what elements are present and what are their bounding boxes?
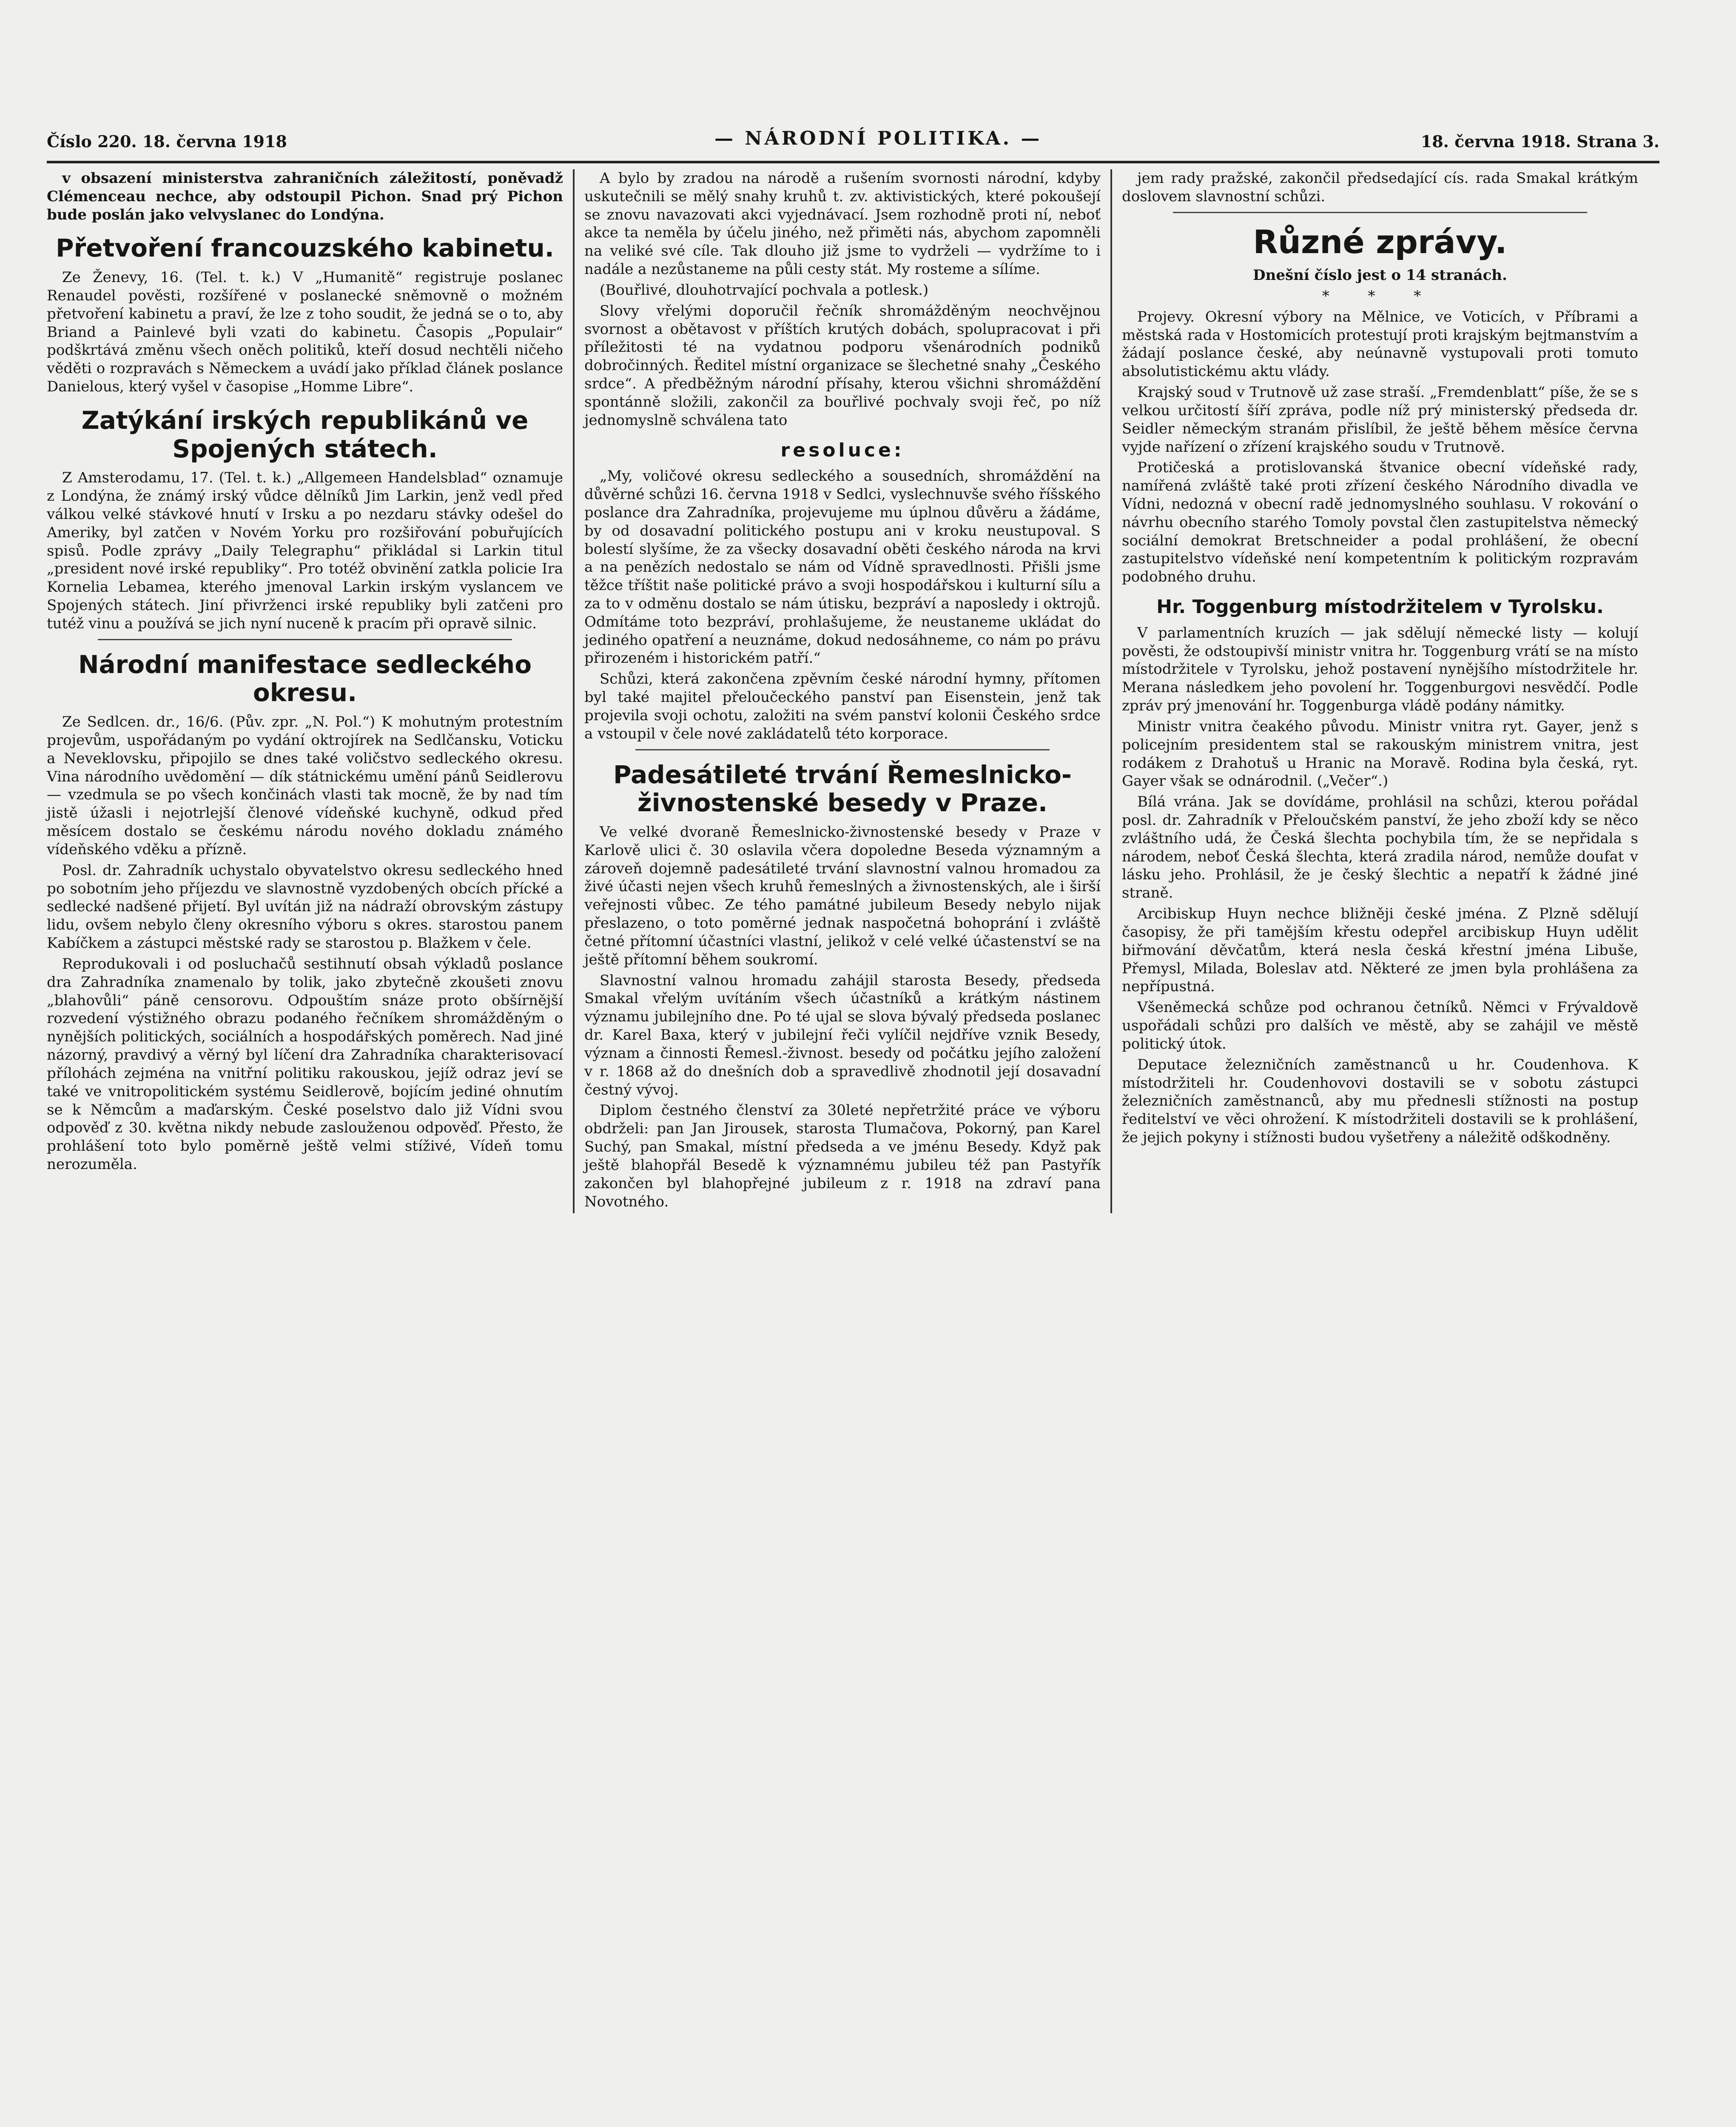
article-sedlec-p3: Reprodukovali i od posluchačů sestihnutí obsah výkladů poslance dra Zahradníka znamenalo by tolik, jako zbytečně zkoušeti znovu „blahovůli“ páně censorovu. Odpouštím snáze proto obšírnější rozvedení výstižného obrazu podaného řečníkem shromážděným o nynějších politických, sociálních a hospodářských poměrech. Nad jiné názorný, pravdivý a věrný byl líčení dra Zahradníka charakterisovací přílohách zejména na vnitřní politiku rakouskou, jejíž odraz jeví se také ve vnitropolitickém systému Seidlerově, bojícím jediné ohnutím se k Němcům a maďarským. České poselstvo dalo již Vídni svou odpověď z 30. května nikdy nebude zaslouženou odpověď. Přesto, že prohlášení toto bylo poměrně ještě velmi stíživé, Vídeň tomu nerozuměla. xyxy=(47,955,563,1173)
headline-various-news: Různé zprávy. xyxy=(1253,222,1507,261)
headline-irish-arrests: Zatýkání irských republikánů ve Spojených státech. xyxy=(81,405,529,463)
speech-closing: Slovy vřelými doporučil řečník shromážděným neochvějnou svornost a obětavost v příštích krutých dobách, spolupracovat i při příležitosti té na vydatnou podporu všenárodních podniků dobročinných. Ředitel místní organizace se šlechetné snahy „Českého srdce“. A předběžným národní přísahy, kterou všichni shromáždění spontánně složili, zakončil za bouřlivé pochvaly svoji řeč, po níž jednomyslně schválena tato xyxy=(584,302,1101,429)
column-1 xyxy=(47,169,563,1213)
article-continuation: v obsazení ministerstva zahraničních záležitostí, poněvadž Clémenceau nechce, aby odstoupil Pichon. Snad prý Pichon bude poslán jako velvyslanec do Londýna. xyxy=(47,170,563,223)
news-archbishop-huyn: Arcibiskup Huyn nechce bližněji české jména. Z Plzně sdělují časopisy, že při tamějším křestu odepřel arcibiskup Huyn udělit biřmování děvčatům, která nesla česká křestní jména Libuše, Přemysl, Milada, Boleslav atd. Některé ze jmen byla prohlášena za nepřípustná. xyxy=(1122,905,1638,995)
divider xyxy=(1173,212,1587,213)
columns xyxy=(47,169,1659,1213)
news-protests: Projevy. Okresní výbory na Mělnice, ve Voticích, v Příbrami a městská rada v Hostomicích protestují proti krajským bejtmanstvím a žádají poslance české, aby neúnavně vystupovali proti tomuto absolutistickému aktu vlády. xyxy=(1122,308,1638,380)
speech-continuation: A bylo by zradou na národě a rušením svornosti národní, kdyby uskutečnili se mělý snahy kruhů t. zv. aktivistických, které pokoušejí se znovu navazovati akci vyjednávací. Jsem rozhodně proti ní, neboť akce ta neměla by účelu jiného, než přiměti nás, abychom zapomněli na veliké své cíle. Tak dlouho již jsme to vydrželi — vydržíme to i nadále a nezůstaneme na půli cesty stát. My rosteme a sílíme. xyxy=(584,170,1101,278)
masthead: — NÁRODNÍ POLITIKA. — xyxy=(714,128,1042,149)
page-header xyxy=(47,128,1659,157)
meeting-closing: Schůzi, která zakončena zpěvním české národní hymny, přítomen byl také majitel přeloučeckého panství pan Eisenstein, jenž tak projevila svoji ochotu, založiti na svém panství kolonii Českého srdce a vstoupil v čele nové zakládatelů této korporace. xyxy=(584,670,1101,742)
news-minister-interior: Ministr vnitra čeakého původu. Ministr vnitra ryt. Gayer, jenž s policejním presidentem stal se rakouským ministrem vnitra, jest rodákem z Drahotuš u Hranic na Moravě. Rodina byla česká, ryt. Gayer však se odnárodnil. („Večer“.) xyxy=(1122,718,1638,790)
news-railway-deputation: Deputace železničních zaměstnanců u hr. Coudenhova. K místodržiteli hr. Coudenhovovi dostavili se v sobotu zástupci železničních zaměstnanců, aby mu přednesli stížnosti na postup ředitelství ve věci ohrožení. K místodržiteli dostavili se k prohlášení, že jejich pokyny i stížnosti budou vyšetřeny a náležitě odškodněny. xyxy=(1122,1056,1638,1146)
headline-sedlec-manifestation: Národní manifestace sedleckého okresu. xyxy=(78,650,532,707)
headline-french-cabinet: Přetvoření francouzského kabinetu. xyxy=(56,234,554,263)
column-separator xyxy=(573,169,575,1213)
resolution-title: resoluce: xyxy=(780,439,905,461)
news-toggenburg: V parlamentních kruzích — jak sdělují německé listy — kolují pověsti, že odstoupivší ministr vnitra hr. Toggenburg vrátí se na místo místodržitele v Tyrolsku, jehož postavení nynějšího místodržitele hr. Merana následkem jeho povolení hr. Toggenburgovi nesvědčí. Podle zpráv prý jmenování hr. Toggenburga vládě podány námitky. xyxy=(1122,624,1638,715)
article-french-cabinet: Ze Ženevy, 16. (Tel. t. k.) V „Humanitě“ registruje poslanec Renaudel pověsti, rozšířené v poslanecké sněmovně o možném přetvoření kabinetu a praví, že lze z toho soudit, že jedná se o to, aby Briand a Painlevé byli vzati do kabinetu. Časopis „Populair“ podškrtává změnu všech oněch politiků, kteří dosud nechtěli ničeho věděti o rozpravách s Německem a uvádí jako příklad článek poslance Danielous, který vyšel v časopise „Homme Libre“. xyxy=(47,269,563,396)
star-separator: * * * xyxy=(1322,287,1438,305)
resolution-text: „My, voličové okresu sedleckého a sousedních, shromáždění na důvěrné schůzi 16. června 1918 v Sedlci, vyslechnuvše svého říšského poslance dra Zahradníka, projevujeme mu úplnou důvěru a žádáme, by od dosavadní politického postupu ani v kroku neustupoval. S bolestí slyšíme, že za všecky dosavadní oběti českého národa na krvi a na penězích nedostalo se nám od Vídně spravedlnosti. Přišli jsme těžce tříštit naše politické právo a svoji hospodářskou i kulturní sílu a za to v odměnu dostalo se nám útisku, bezpráví a naposledy i oktrojů. Odmítáme toto bezpráví, prohlašujeme, že neustaneme ukládat do jediného opatření a neuznáme, dokud nedosáhneme, co nám po právu přirozeném i historickém patří.“ xyxy=(584,468,1101,667)
article-craftsmen-p2: Slavnostní valnou hromadu zahájil starosta Besedy, předseda Smakal vřelým uvítáním všech účastníků a krátkým nástinem významu jubilejního dne. Po té ujal se slova bývalý předseda poslanec dr. Karel Baxa, který v jubilejní řeči vylíčil nejdříve vznik Besedy, význam a činnosti Řemesl.-živnost. besedy od počátku jejího založení v r. 1868 až do dnešních dob a spravedlivě zhodnotil její dosavadní čestný vývoj. xyxy=(584,972,1101,1098)
column-2 xyxy=(584,169,1101,1213)
header-rule xyxy=(47,161,1659,163)
page-date-number: 18. června 1918. Strana 3. xyxy=(1420,132,1659,151)
divider xyxy=(635,749,1050,750)
today-issue-note: Dnešní číslo jest o 14 stranách. xyxy=(1253,267,1507,284)
news-vienna-council: Protičeská a protislovanská štvanice obecní vídeňské rady, namířená zvláště také proti zřízení českého Národního divadla ve Vídni, nedozná v obecní radě jednomyslného souhlasu. V rokování o návrhu obecního starého Tomoly povstal člen zastupitelstva německý sociální demokrat Bretschneider a podal prohlášení, že obecní zastupitelstvo vídeňské není kompetentním k politickým rozpravám podobného druhu. xyxy=(1122,459,1638,586)
headline-craftsmen-society: Padesátileté trvání Řemeslnicko-živnostenské besedy v Praze. xyxy=(613,760,1072,818)
news-trutnov-court: Krajský soud v Trutnově už zase straší. „Fremdenblatt“ píše, že se s velkou určitostí šíří zpráva, podle níž prý ministerský předseda dr. Seidler německým stranám přislíbil, že ještě během měsíce června vyjde nařízení o zřízení krajského soudu v Trutnově. xyxy=(1122,384,1638,456)
article-sedlec-p2: Posl. dr. Zahradník uchystalo obyvatelstvo okresu sedleckého hned po sobotním jeho příjezdu ve slavnostně vyzdobených obcích přícké a sedlecké nadšené přijetí. Byl uvítán již na nádraží obrovským zástupy lidu, ovšem nebylo členy okresního výboru s okres. starostou panem Kabíčkem a zástupci městské rady se starostou p. Blažkem v čele. xyxy=(47,861,563,952)
article-irish-arrests: Z Amsterodamu, 17. (Tel. t. k.) „Allgemeen Handelsblad“ oznamuje z Londýna, že známý irský vůdce dělníků Jim Larkin, jenž vedl před válkou velké stávkové hnutí v Irsku a po nezdaru stávky odešel do Ameriky, byl zatčen v Novém Yorku pro rozšiřování pobuřujících spisů. Podle zprávy „Daily Telegraphu“ přikládal si Larkin titul „president nové irské republiky“. Pro totéž obvinění zatkla policie Ira Kornelia Lebamea, kterého jmenoval Larkin irským vyslancem ve Spojených státech. Jiní přivrženci irské republiky byli zatčeni pro tutéž vinu a používá se jich nyní nuceně k pracím při opravě silnic. xyxy=(47,469,563,632)
column-separator xyxy=(1110,169,1112,1213)
article-craftsmen-p1: Ve velké dvoraně Řemeslnicko-živnostenské besedy v Praze v Karlově ulici č. 30 oslavila včera dopoledne Beseda významným a zároveň dojemně padesátileté trvání slavnostní valnou hromadou za živé účasti nejen všech kruhů řemeslných a živnostenských, ale i širší veřejnosti vůbec. Ze tého památné jubileum Besedy nebylo nijak přeslazeno, o toto poměrné jednak naspočetná bohoprání i zvláště četné přítomní účastníci vlastní, jelikož v celé velké účastenství se na ještě přítomní během soukromí. xyxy=(584,823,1101,968)
news-pan-german-meeting: Všeněmecká schůze pod ochranou četníků. Němci v Frývaldově uspořádali schůzi pro dalších ve městě, aby se zahájil ve městě politický útok. xyxy=(1122,999,1638,1052)
article-sedlec-p1: Ze Sedlcen. dr., 16/6. (Pův. zpr. „N. Pol.“) K mohutným protestním projevům, uspořádaným po vydání oktrojírek na Sedlčansku, Voticku a Neveklovsku, připojilo se dnes také voličstvo sedleckého okresu. Vina národního uvědomění — dík státnickému umění pánů Seidlerovu — vzedmula se po všech končinách vlasti tak mocně, že by nad tím jistě úžasli i nejotrlejší členové vídeňské kuchyně, odkud před měsícem dostalo se českému národu nového dokladu známého vídeňského vděku a přízně. xyxy=(47,713,563,858)
news-white-crow: Bílá vrána. Jak se dovídáme, prohlásil na schůzi, kterou pořádal posl. dr. Zahradník v Přeloučském panství, že jeho zboží kdy se něco zvláštního udá, že Česká šlechta pochybila tím, že se nepřidala s národem, neboť Česká šlechta, která zradila národ, nemůže doufat v lásku jeho. Prohlásil, že je český šlechtic a nepatří k žádné jiné straně. xyxy=(1122,793,1638,902)
headline-toggenburg: Hr. Toggenburg místodržitelem v Tyrolsku. xyxy=(1156,596,1604,618)
article-craftsmen-p3: Diplom čestného členství za 30leté nepřetržité práce ve výboru obdrželi: pan Jan Jirousek, starosta Tlumačova, Pokorný, pan Karel Suchý, pan Smakal, místní předseda a ve jménu Besedy. Když pak ještě blahopřál Besedě k významnému jubileu též pan Pastyřík zakončen byl blahopřejné jubileum z r. 1918 na zdraví pana Novotného. xyxy=(584,1102,1101,1210)
celebration-closing: jem rady pražské, zakončil předsedající cís. rada Smakal krátkým doslovem slavnostní schůzi. xyxy=(1122,170,1638,205)
applause-note: (Bouřlivé, dlouhotrvající pochvala a potlesk.) xyxy=(600,281,929,299)
divider xyxy=(98,639,512,640)
column-3 xyxy=(1122,169,1638,1213)
issue-info: Číslo 220. 18. června 1918 xyxy=(47,132,287,151)
